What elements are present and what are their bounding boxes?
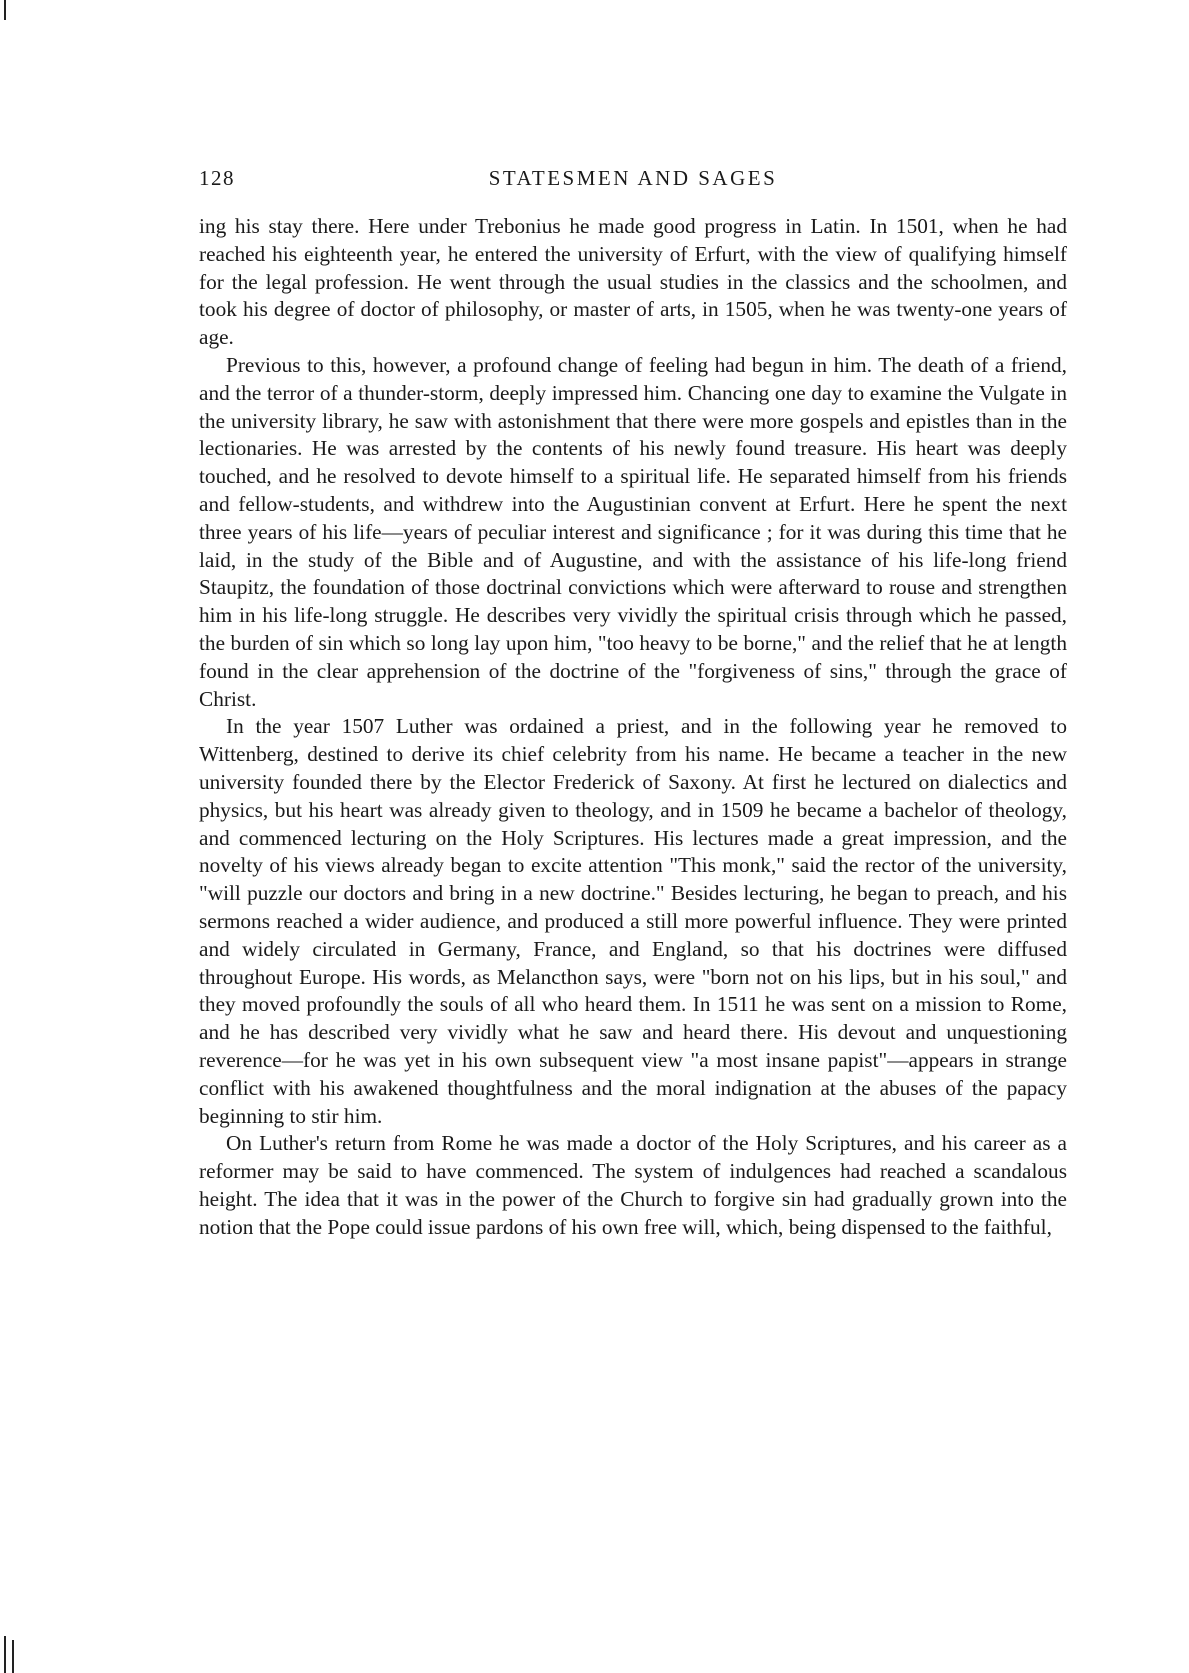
paragraph-2: Previous to this, however, a profound change of feeling had begun in him. The death of a friend, and the terror of a thunder-storm, deeply impressed him. Chancing one day to examine the Vulgate in the university library, he saw with astonishment that there were more gospels and epistles than in the lectionaries. He was arrested by the contents of his newly found treasure. His heart was deeply touched, and he resolved to devote himself to a spiritual life. He separated himself from his friends and fellow-students, and withdrew into the Augustinian convent at Erfurt. Here he spent the next three years of his life—years of peculiar interest and significance ; for it was during this time that he laid, in the study of the Bible and of Augustine, and with the assistance of his life-long friend Staupitz, the foundation of those doctrinal convictions which were afterward to rouse and strengthen him in his life-long struggle. He describes very vividly the spiritual crisis through which he passed, the burden of sin which so long lay upon him, "too heavy to be borne," and the relief that he at length found in the clear apprehension of the doctrine of the "forgiveness of sins," through the grace of Christ.	[199, 352, 1067, 711]
paragraph-1: ing his stay there. Here under Trebonius he made good progress in Latin. In 1501, when he had reached his eighteenth year, he entered the university of Erfurt, with the view of qualifying himself for the legal profession. He went through the usual studies in the classics and the schoolmen, and took his degree of doctor of philosophy, or master of arts, in 1505, when he was twenty-one years of age.	[199, 214, 1067, 350]
paragraph-3: In the year 1507 Luther was ordained a priest, and in the following year he removed to Wittenberg, destined to derive its chief celebrity from his name. He became a teacher in the new university founded there by the Elector Frederick of Saxony. At first he lectured on dialectics and physics, but his heart was already given to theology, and in 1509 he became a bachelor of theology, and commenced lecturing on the Holy Scriptures. His lectures made a great impression, and the novelty of his views already began to excite attention "This monk," said the rector of the university, "will puzzle our doctors and bring in a new doctrine." Besides lecturing, he began to preach, and his sermons reached a wider audience, and produced a still more powerful influence. They were printed and widely circulated in Germany, France, and England, so that his doctrines were diffused throughout Europe. His words, as Melancthon says, were "born not on his lips, but in his soul," and they moved profoundly the souls of all who heard them. In 1511 he was sent on a mission to Rome, and he has described very vividly what he saw and heard there. His devout and unquestioning reverence—for he was yet in his own subsequent view "a most insane papist"—appears in strange conflict with his awakened thoughtfulness and the moral indignation at the abuses of the papacy beginning to stir him.	[199, 714, 1067, 1128]
paragraph-4: On Luther's return from Rome he was made a doctor of the Holy Scriptures, and his career as a reformer may be said to have commenced. The system of indulgences had reached a scandalous height. The idea that it was in the power of the Church to forgive sin had gradually grown into the notion that the Pope could issue pardons of his own free will, which, being dispensed to the faithful,	[199, 1131, 1067, 1239]
scan-edge-mark-bottom	[4, 1636, 6, 1673]
scan-edge-mark-top	[4, 0, 6, 20]
scan-edge-mark-bottom-2	[12, 1640, 14, 1673]
body-text	[199, 213, 1067, 1241]
running-head: STATESMEN AND SAGES	[488, 166, 778, 190]
page-number: 128	[199, 166, 235, 190]
page-header	[199, 166, 1067, 196]
